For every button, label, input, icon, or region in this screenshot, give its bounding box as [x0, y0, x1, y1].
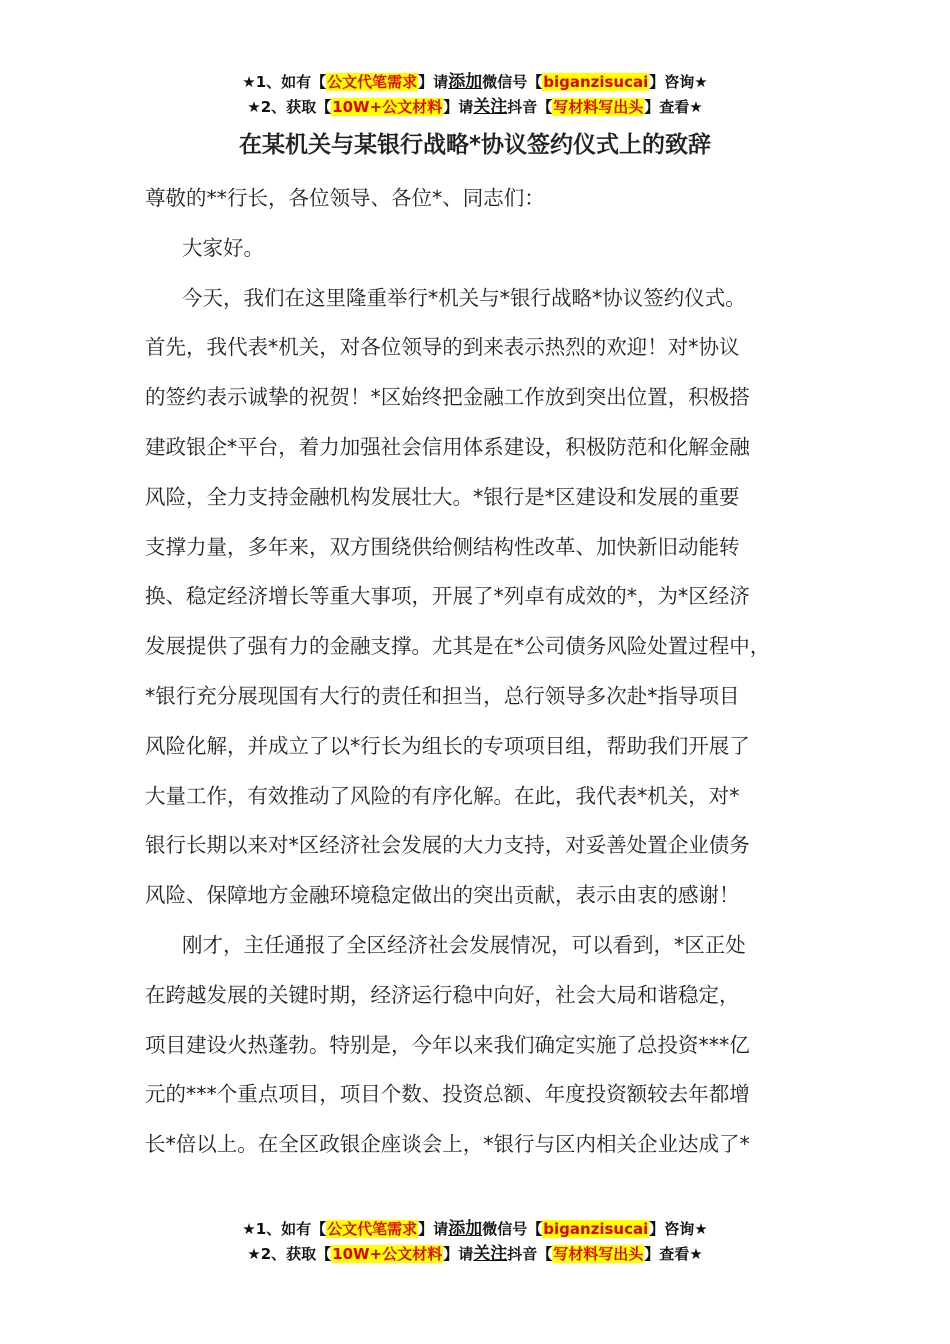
footer-banner [0, 1217, 950, 1267]
banner-text: ★1、如有【 [242, 73, 327, 91]
text-line: 长*倍以上。在全区政银企座谈会上，*银行与区内相关企业达成了* [145, 1132, 750, 1157]
text-line: 大家好。 [182, 235, 264, 260]
banner-highlight: 公文代笔需求 [327, 73, 418, 91]
banner-text: ★2、获取【 [247, 98, 332, 116]
text-line: 银行长期以来对*区经济社会发展的大力支持，对妥善处置企业债务 [145, 833, 750, 858]
header-banner [0, 70, 950, 120]
banner-emphasis: 关注 [473, 97, 508, 117]
text-line: 换、稳定经济增长等重大事项，开展了*列卓有成效的*，为*区经济 [145, 584, 750, 609]
text-line: 首先，我代表*机关，对各位领导的到来表示热烈的欢迎！对*协议 [145, 335, 740, 360]
banner-emphasis: 添加 [448, 1219, 483, 1239]
banner-text: 】请 [443, 1245, 474, 1263]
banner-emphasis: 关注 [473, 1244, 508, 1264]
text-line: 风险，全力支持金融机构发展壮大。*银行是*区建设和发展的重要 [145, 484, 740, 509]
banner-text: 抖音【 [507, 1245, 553, 1263]
banner-highlight: 10W+公文材料 [332, 1245, 443, 1263]
banner-text: 抖音【 [507, 98, 553, 116]
banner-text: 】查看★ [644, 98, 703, 116]
text-line: 支撑力量，多年来，双方围绕供给侧结构性改革、加快新旧动能转 [145, 534, 740, 559]
banner-line-2 [0, 95, 950, 120]
text-line: 大量工作，有效推动了风险的有序化解。在此，我代表*机关，对* [145, 783, 740, 808]
banner-line-1 [0, 1217, 950, 1242]
text-line: 今天，我们在这里隆重举行*机关与*银行战略*协议签约仪式。 [182, 285, 746, 310]
banner-text: 】请 [443, 98, 474, 116]
banner-text: 】请 [418, 73, 449, 91]
banner-line-2 [0, 1242, 950, 1267]
text-line: 风险、保障地方金融环境稳定做出的突出贡献，表示由衷的感谢！ [145, 883, 740, 908]
banner-text: 】请 [418, 1220, 449, 1238]
banner-text: ★2、获取【 [247, 1245, 332, 1263]
document-title: 在某机关与某银行战略*协议签约仪式上的致辞 [238, 132, 712, 158]
banner-text: 】咨询★ [649, 73, 708, 91]
banner-text: 微信号【 [482, 1220, 543, 1238]
banner-highlight: 写材料写出头 [553, 1245, 644, 1263]
banner-emphasis: 添加 [448, 72, 483, 92]
banner-text: 】查看★ [644, 1245, 703, 1263]
text-line: 发展提供了强有力的金融支撑。尤其是在*公司债务风险处置过程中， [145, 634, 771, 659]
text-line: 风险化解，并成立了以*行长为组长的专项项目组，帮助我们开展了 [145, 733, 750, 758]
text-line: 项目建设火热蓬勃。特别是，今年以来我们确定实施了总投资***亿 [145, 1032, 750, 1057]
banner-highlight: 公文代笔需求 [327, 1220, 418, 1238]
text-line: 在跨越发展的关键时期，经济运行稳中向好，社会大局和谐稳定， [145, 982, 740, 1007]
banner-highlight: 写材料写出头 [553, 98, 644, 116]
text-line: 元的***个重点项目，项目个数、投资总额、年度投资额较去年都增 [145, 1082, 750, 1107]
text-line: 刚才，主任通报了全区经济社会发展情况，可以看到，*区正处 [182, 932, 746, 957]
banner-highlight: biganzisucai [543, 1220, 649, 1238]
banner-highlight: biganzisucai [543, 73, 649, 91]
text-line: *银行充分展现国有大行的责任和担当，总行领导多次赴*指导项目 [145, 683, 740, 708]
banner-text: ★1、如有【 [242, 1220, 327, 1238]
text-line: 建政银企*平台，着力加强社会信用体系建设，积极防范和化解金融 [145, 434, 750, 459]
banner-line-1 [0, 70, 950, 95]
text-line: 的签约表示诚挚的祝贺！*区始终把金融工作放到突出位置，积极搭 [145, 385, 750, 410]
banner-text: 】咨询★ [649, 1220, 708, 1238]
document-body [145, 174, 825, 1170]
banner-highlight: 10W+公文材料 [332, 98, 443, 116]
banner-text: 微信号【 [482, 73, 543, 91]
text-line: 尊敬的**行长，各位领导、各位*、同志们： [145, 186, 545, 210]
